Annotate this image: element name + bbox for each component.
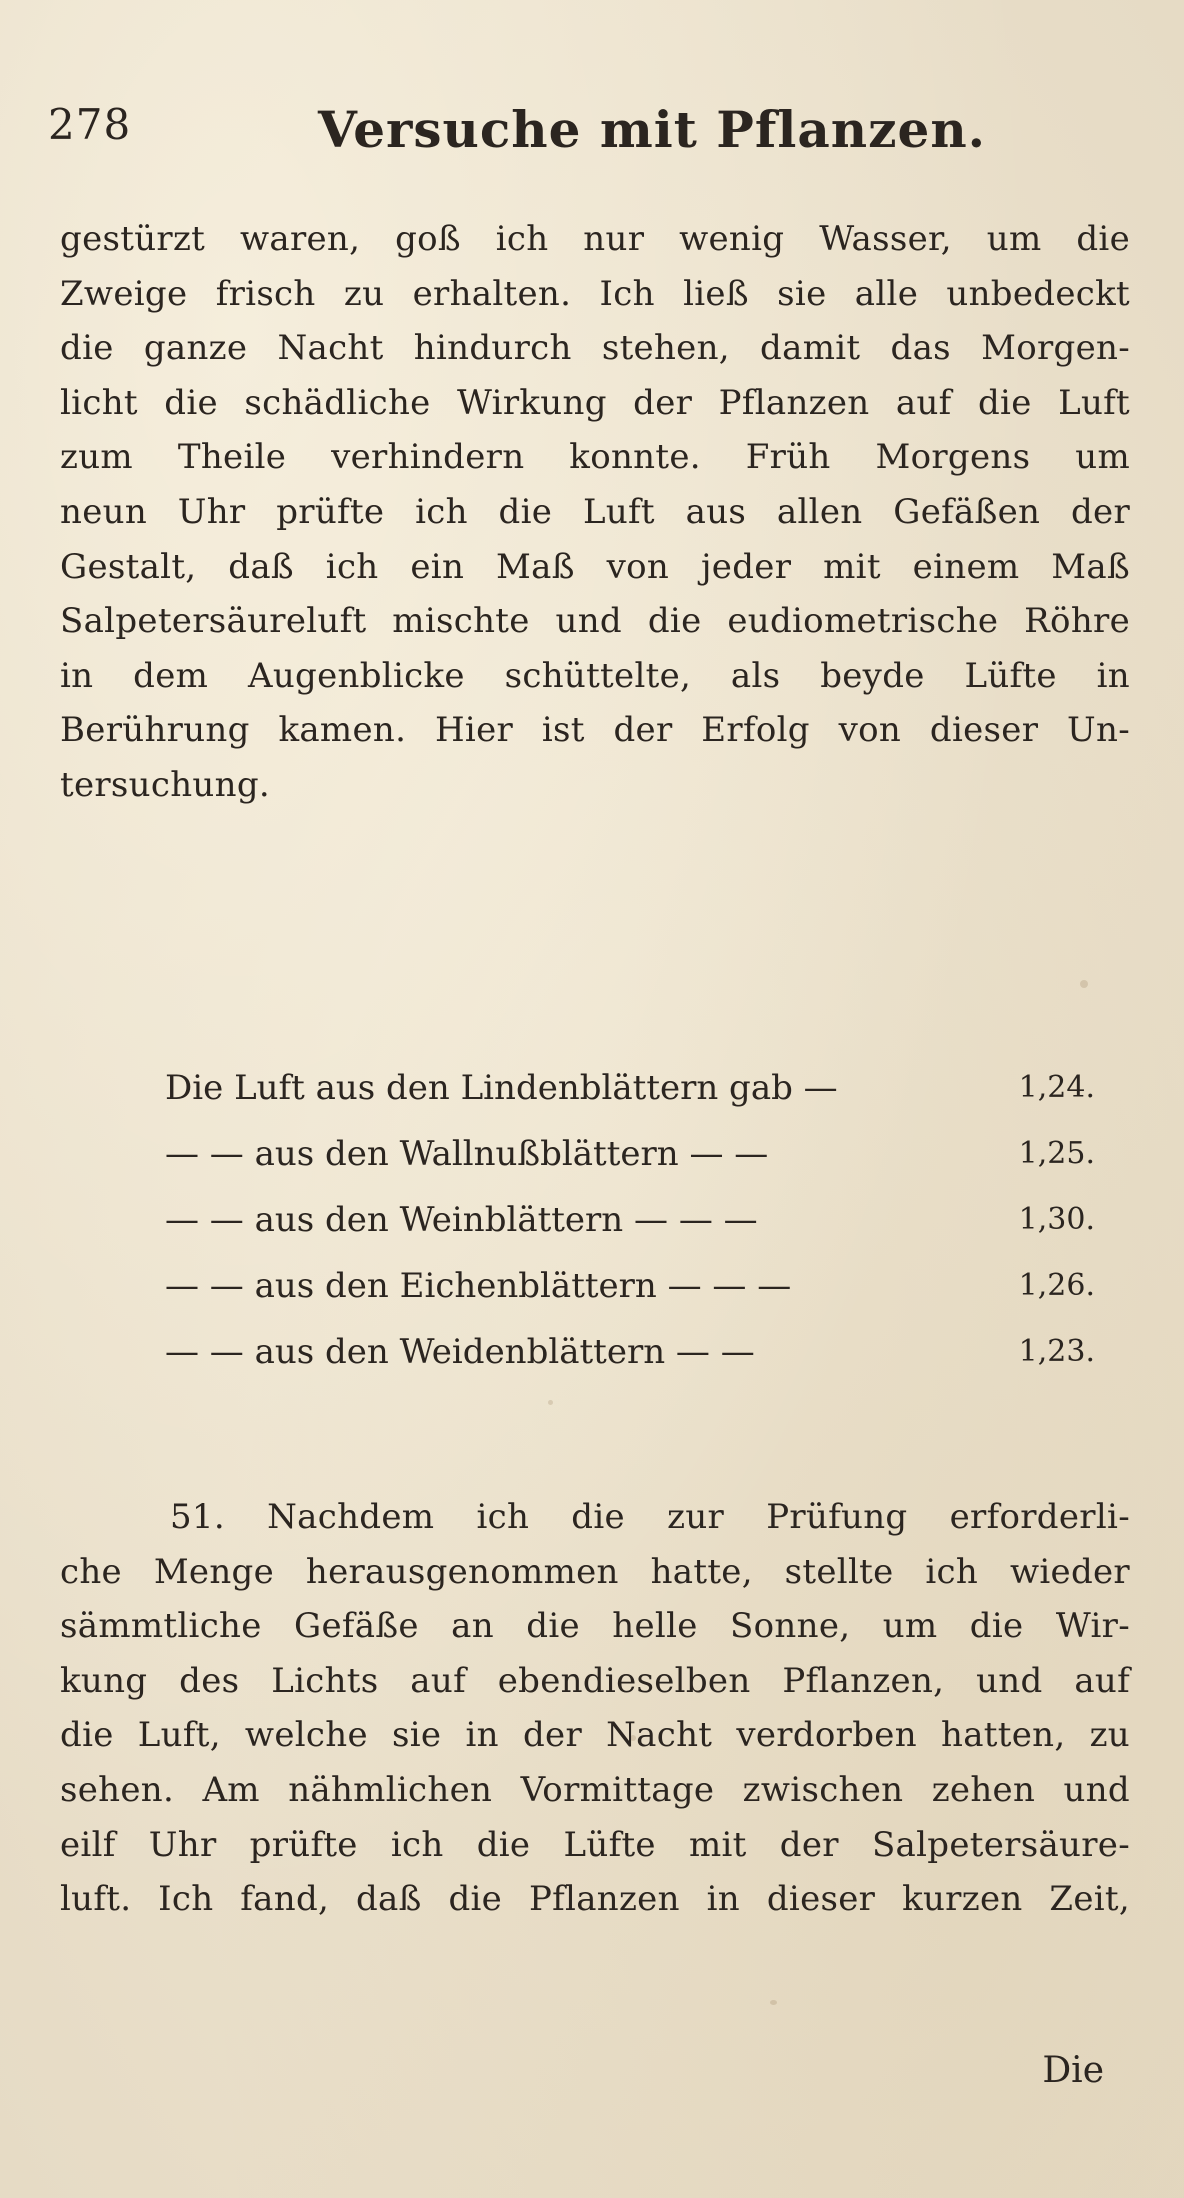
text-line: 51. Nachdem ich die zur Prüfung erforderli- xyxy=(170,1497,1130,1537)
row-value: 1,23. xyxy=(1018,1334,1095,1369)
text-line: sämmtliche Gefäße an die helle Sonne, um die Wir- xyxy=(60,1606,1130,1647)
table-row xyxy=(165,1253,1095,1319)
paper-stain xyxy=(548,1400,553,1405)
page-number: 278 xyxy=(48,100,132,149)
text-line: licht die schädliche Wirkung der Pflanzen auf die Luft xyxy=(60,382,1130,423)
text-line: die Luft, welche sie in der Nacht verdorben hatten, zu xyxy=(60,1715,1130,1756)
paragraph-continued xyxy=(60,212,1130,813)
table-row xyxy=(165,1121,1095,1187)
text-line: Gestalt, daß ich ein Maß von jeder mit einem Maß xyxy=(60,546,1130,587)
text-line: eilf Uhr prüfte ich die Lüfte mit der Salpetersäure- xyxy=(60,1824,1130,1865)
row-label: Die Luft aus den Lindenblättern gab — xyxy=(165,1068,838,1108)
text-line: sehen. Am nähmlichen Vormittage zwischen zehen und xyxy=(60,1769,1130,1810)
row-value: 1,30. xyxy=(1018,1202,1095,1237)
table-row xyxy=(165,1319,1095,1385)
text-line: Berührung kamen. Hier ist der Erfolg von dieser Un- xyxy=(60,710,1130,751)
row-label: — — aus den Weidenblättern — — xyxy=(165,1332,755,1372)
running-head xyxy=(48,100,1128,160)
row-value: 1,24. xyxy=(1018,1070,1095,1105)
text-line: che Menge herausgenommen hatte, stellte ich wieder xyxy=(60,1551,1130,1592)
text-line: tersuchung. xyxy=(60,764,270,805)
table-row xyxy=(165,1055,1095,1121)
text-line: kung des Lichts auf ebendieselben Pflanzen, und auf xyxy=(60,1660,1130,1701)
row-value: 1,25. xyxy=(1018,1136,1095,1171)
row-label: — — aus den Wallnußblättern — — xyxy=(165,1134,769,1174)
catchword: Die xyxy=(1042,2050,1104,2091)
row-value: 1,26. xyxy=(1018,1268,1095,1303)
running-title: Versuche mit Pflanzen. xyxy=(318,100,987,159)
paper-stain xyxy=(770,2000,777,2005)
text-line: luft. Ich fand, daß die Pflanzen in dieser kurzen Zeit, xyxy=(60,1879,1130,1920)
section-51 xyxy=(60,1490,1130,1927)
table-row xyxy=(165,1187,1095,1253)
text-line: in dem Augenblicke schüttelte, als beyde Lüfte in xyxy=(60,655,1130,696)
text-line: gestürzt waren, goß ich nur wenig Wasser, um die xyxy=(60,219,1130,259)
row-label: — — aus den Weinblättern — — — xyxy=(165,1200,758,1240)
results-table xyxy=(165,1055,1095,1385)
text-line: die ganze Nacht hindurch stehen, damit das Morgen- xyxy=(60,328,1130,369)
paper-stain xyxy=(1080,980,1088,988)
row-label: — — aus den Eichenblättern — — — xyxy=(165,1266,792,1306)
text-line: Salpetersäureluft mischte und die eudiometrische Röhre xyxy=(60,601,1130,642)
text-line: Zweige frisch zu erhalten. Ich ließ sie alle unbedeckt xyxy=(60,273,1130,314)
text-line: zum Theile verhindern konnte. Früh Morgens um xyxy=(60,437,1130,478)
text-line: neun Uhr prüfte ich die Luft aus allen Gefäßen der xyxy=(60,491,1130,532)
